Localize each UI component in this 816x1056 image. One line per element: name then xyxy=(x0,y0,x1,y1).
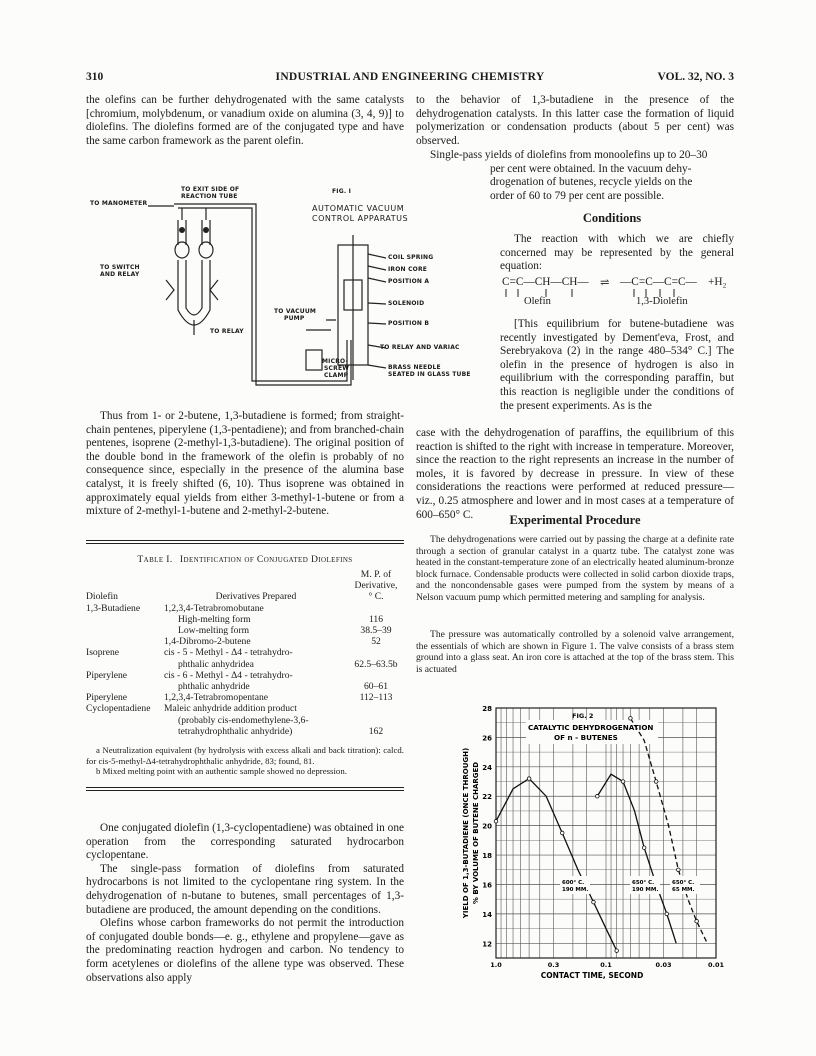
diolefin-cell xyxy=(86,614,164,625)
left-paragraph-2: Thus from 1- or 2-butene, 1,3-butadiene is formed; from straight-chain pentenes, piperylene (1,3-pentadiene); and from branched-chain pentenes, isoprene (2-methyl-1,3-butadiene). The original position of the double bond in the framework of the olefin is probably of no consequence since, especially in the presence of the alumina base catalyst, it is freely shifted (6, 10). Thus isoprene was obtained in approximately equal yields from either 3-methyl-1-butene or from a mixture of 2-methyl-1-butene and 2-methyl-2-butene. xyxy=(86,410,404,518)
experimental-paragraph-1: The dehydrogenations were carried out by passing the charge at a definite rate through a section of granular catalyst in a quartz tube. The catalyst zone was heated in the constant-temperature zone of an electrically heated aluminum-bronze block furnace. Condensable products were collected in solid carbon dioxide traps, and the noncondensable gases were pumped from the system by means of a Nelson vacuum pump which permitted metering and sampling for analysis. xyxy=(416,534,734,603)
equation-diolefin-label: 1,3-Diolefin xyxy=(636,296,688,307)
data-point xyxy=(642,846,646,850)
data-point xyxy=(695,919,699,923)
data-point xyxy=(654,780,658,784)
mp-header-3: ° C. xyxy=(368,591,384,603)
table-row xyxy=(86,703,404,714)
figure-2-chart xyxy=(454,688,744,988)
series-label: 650° C. xyxy=(632,880,655,886)
table-row xyxy=(86,715,404,726)
label-micro: MICRO- xyxy=(322,358,349,365)
diolefin-cell xyxy=(86,681,164,692)
table-caption xyxy=(86,554,404,565)
derivative-cell: tetrahydrophthalic anhydride) xyxy=(178,725,293,737)
table-row xyxy=(86,625,404,636)
conditions-paragraph-1: The reaction with which we are chiefly concerned may be represented by the general equation: xyxy=(500,233,734,273)
derivative-cell: Maleic anhydride addition product xyxy=(164,703,297,715)
derivative-cell: cis - 5 - Methyl - Δ4 - tetrahydro- xyxy=(164,647,293,659)
mp-header-1: M. P. of xyxy=(360,569,392,580)
label-coil-spring: COIL SPRING xyxy=(388,254,434,261)
equation-left: C=C—CH—CH— xyxy=(502,276,589,288)
table-rows xyxy=(86,603,404,737)
x-tick-label: 0.1 xyxy=(600,961,612,969)
mp-cell: 162 xyxy=(368,725,384,737)
y-tick-label: 26 xyxy=(482,734,492,743)
y-tick-label: 12 xyxy=(482,940,492,949)
figure-1-number: FIG. I xyxy=(332,188,352,195)
journal-title: INDUSTRIAL AND ENGINEERING CHEMISTRY xyxy=(275,71,545,83)
mp-cell: 38.5–39 xyxy=(360,625,392,637)
table-header-row xyxy=(86,580,404,591)
mp-cell: 116 xyxy=(368,613,384,625)
chart-svg xyxy=(454,688,744,988)
diolefin-cell: Cyclopentadiene xyxy=(86,703,151,715)
derivative-cell: (probably cis-endomethylene-3,6- xyxy=(178,714,309,726)
derivative-cell: phthalic anhydride xyxy=(178,681,250,693)
series-line xyxy=(496,779,617,951)
running-header xyxy=(86,71,734,87)
series-label: 190 MM. xyxy=(632,887,659,893)
left-lower-text xyxy=(86,822,404,985)
figure-1-title-line1: AUTOMATIC VACUUM xyxy=(312,204,405,213)
data-point xyxy=(677,868,681,872)
table-header-row xyxy=(86,569,404,580)
table-row xyxy=(86,692,404,703)
label-brass-needle: BRASS NEEDLE xyxy=(388,364,441,371)
left-paragraph-5: Olefins whose carbon frameworks do not permit the introduction of conjugated double bonds—e. g., ethylene and propylene—gave as the predominating reaction hydrogen and carbon. No tendency to form acetylenes or diolefins of the allene type was observed. These observations also apply xyxy=(86,917,404,984)
diolefin-cell xyxy=(86,625,164,636)
label-vacuum-pump: TO VACUUM xyxy=(274,308,317,315)
right-p2-line1: Single-pass yields of diolefins from monoolefins up to 20–30 xyxy=(430,149,708,161)
label-clamp: CLAMP xyxy=(324,372,349,379)
right-p2-line4: order of 60 to 79 per cent are possible. xyxy=(490,189,665,202)
y-axis-label: % BY VOLUME OF BUTENE CHARGED xyxy=(472,761,480,905)
diolefin-cell: Piperylene xyxy=(86,692,128,704)
label-to-relay: TO RELAY xyxy=(210,328,244,335)
conditions-paragraph-3: case with the dehydrogenation of paraffins, the equilibrium of this reaction is shifted to the right with increase in temperature. Moreover, since the reaction to the right represents an increase in the number of moles, it is favored by decrease in pressure. In view of these considerations the reactions were performed at reduced pressure—viz., 0.25 atmosphere and lower and in most cases at a temperature of 600–650° C. xyxy=(416,427,734,521)
table-body xyxy=(86,569,404,737)
volume-number: VOL. 32, NO. 3 xyxy=(657,71,734,83)
x-axis-label: CONTACT TIME, SECOND xyxy=(540,971,644,980)
right-paragraph-1: to the behavior of 1,3-butadiene in the presence of the dehydrogenation catalysts. In this latter case the formation of liquid polymerization or condensation products (about 5 per cent) was observed. xyxy=(416,94,734,147)
mp-cell: 112–113 xyxy=(359,692,393,704)
diolefin-cell xyxy=(86,715,164,726)
right-p2-line2: per cent were obtained. In the vacuum dehy- xyxy=(490,162,692,175)
label-manometer: TO MANOMETER xyxy=(90,200,148,207)
y-tick-label: 14 xyxy=(482,910,492,919)
data-point xyxy=(494,819,498,823)
diolefin-cell: Piperylene xyxy=(86,669,128,681)
label-glass-tube: SEATED IN GLASS TUBE xyxy=(388,371,471,378)
left-paragraph-3: One conjugated diolefin (1,3-cyclopentadiene) was obtained in one operation from the corresponding saturated hydrocarbon cyclopentane. xyxy=(86,822,404,862)
label-iron-core: IRON CORE xyxy=(388,266,428,273)
label-exit-side: TO EXIT SIDE OF xyxy=(181,186,240,193)
data-point xyxy=(665,912,669,916)
mp-header-2: Derivative, xyxy=(354,580,398,592)
series-label: 650° C. xyxy=(672,880,695,886)
right-p2-line3: drogenation of butenes, recycle yields on the xyxy=(490,176,693,189)
x-tick-label: 0.03 xyxy=(655,961,672,969)
table-row xyxy=(86,614,404,625)
data-point xyxy=(560,831,564,835)
mp-cell xyxy=(348,715,404,726)
derivative-cell: 1,4-Dibromo-2-butene xyxy=(164,636,251,648)
equation-right: —C=C—C=C— xyxy=(620,276,697,288)
mp-cell: 62.5–63.5b xyxy=(354,658,398,670)
series-label: 190 MM. xyxy=(562,887,589,893)
y-tick-label: 16 xyxy=(482,881,492,890)
experimental-heading: Experimental Procedure xyxy=(509,513,641,527)
label-position-b: POSITION B xyxy=(388,320,430,327)
table-row xyxy=(86,647,404,658)
x-tick-label: 1.0 xyxy=(490,961,502,969)
diolefin-cell: Isoprene xyxy=(86,647,120,659)
diolefin-cell xyxy=(86,636,164,647)
table-bottom-rule xyxy=(86,787,404,791)
footnote-b: b Mixed melting point with an authentic sample showed no depression. xyxy=(96,766,347,777)
label-screw: SCREW xyxy=(324,365,350,372)
figure-1-title-line2: CONTROL APPARATUS xyxy=(312,214,409,223)
data-point xyxy=(527,777,531,781)
data-point xyxy=(615,949,619,953)
data-point xyxy=(621,780,625,784)
table-row xyxy=(86,659,404,670)
reaction-equation xyxy=(502,276,734,312)
table-row xyxy=(86,603,404,614)
label-position-a: POSITION A xyxy=(388,278,430,285)
experimental-paragraph-2: The pressure was automatically controlled by a solenoid valve arrangement, the essentials of which are shown in Figure 1. The valve consists of a brass stem ground into a glass seat. An iron core is attached at the top of the brass stem. This is actuated xyxy=(416,629,734,675)
table-row xyxy=(86,726,404,737)
table-row xyxy=(86,636,404,647)
label-pump: PUMP xyxy=(284,315,305,322)
footnote-a: a Neutralization equivalent (by hydrolysis with excess alkali and back titration): calcd. for cis-5-methyl-Δ4-tetrahydrophthalic anhydride, 83; found, 81. xyxy=(86,745,404,766)
label-relay-switch: AND RELAY xyxy=(100,271,140,278)
label-reaction-tube: REACTION TUBE xyxy=(181,193,238,200)
mp-cell xyxy=(348,647,404,658)
diolefin-cell: 1,3-Butadiene xyxy=(86,602,141,614)
derivatives-header: Derivatives Prepared xyxy=(215,591,297,603)
derivative-cell: 1,2,3,4-Tetrabromopentane xyxy=(164,692,269,704)
mp-cell xyxy=(348,703,404,714)
derivative-cell: Low-melting form xyxy=(178,625,250,637)
x-tick-label: 0.3 xyxy=(547,961,560,969)
table-label: Table I. xyxy=(137,554,173,565)
derivative-cell: cis - 6 - Methyl - Δ4 - tetrahydro- xyxy=(164,669,293,681)
series-label: 65 MM. xyxy=(672,887,695,893)
table-row xyxy=(86,681,404,692)
series-label: 600° C. xyxy=(562,880,585,886)
table-header-row xyxy=(86,591,404,602)
equation-olefin-label: Olefin xyxy=(524,296,551,307)
mp-cell: 60–61 xyxy=(364,681,388,693)
chart-title: FIG. 2 xyxy=(572,712,594,720)
data-point xyxy=(595,794,599,798)
y-tick-label: 18 xyxy=(482,852,492,861)
table-row xyxy=(86,670,404,681)
left-paragraph-1: the olefins can be further dehydrogenated with the same catalysts [chromium, molybdenum, or vanadium oxide on alumina (3, 4, 9)] to diolefins. The diolefins formed are of the conjugated type and have the same carbon framework as the parent olefin. xyxy=(86,94,404,147)
table-title: Identification of Conjugated Diolefins xyxy=(179,554,353,565)
series-line xyxy=(597,774,676,943)
equation-arrow: ⇌ xyxy=(600,277,610,289)
mp-cell xyxy=(348,603,404,614)
data-point xyxy=(592,900,596,904)
figure-1 xyxy=(86,180,486,410)
conditions-heading: Conditions xyxy=(582,211,642,225)
conditions-paragraph-2: [This equilibrium for butene-butadiene was recently investigated by Dement'eva, Frost, and Serebryakova (2) in the range 480–534° C.] The olefin in the presence of hydrogen is also in equilibrium with the corresponding paraffin, but this reaction is negligible under the conditions of the present experiments. As is the xyxy=(500,318,734,412)
diolefin-cell xyxy=(86,726,164,737)
y-tick-label: 24 xyxy=(482,763,492,772)
table-1 xyxy=(86,540,404,791)
label-relay-variac: TO RELAY AND VARIAC xyxy=(380,344,460,351)
page-number: 310 xyxy=(86,71,104,83)
table-top-rule xyxy=(86,540,404,544)
y-axis-label: YIELD OF 1,3-BUTADIENE (ONCE THROUGH) xyxy=(462,747,470,919)
label-switch: TO SWITCH xyxy=(100,264,140,271)
derivative-cell: phthalic anhydridea xyxy=(178,658,254,670)
chart-title: OF n - BUTENES xyxy=(554,733,618,742)
mp-cell xyxy=(348,670,404,681)
diolefin-cell xyxy=(86,659,164,670)
y-tick-label: 28 xyxy=(482,705,492,713)
label-solenoid: SOLENOID xyxy=(388,300,425,307)
right-paragraph-2 xyxy=(416,149,734,203)
mp-cell: 52 xyxy=(371,636,381,648)
data-point xyxy=(629,716,633,720)
y-tick-label: 20 xyxy=(482,822,492,831)
left-paragraph-4: The single-pass formation of diolefins from saturated hydrocarbons is not limited to the cyclopentane ring system. In the dehydrogenation of n-butane to butenes, small percentages of 1,3-butadiene are produced, the amount depending on the conditions. xyxy=(86,862,404,916)
derivative-cell: High-melting form xyxy=(178,613,251,625)
derivative-cell: 1,2,3,4-Tetrabromobutane xyxy=(164,602,264,614)
diolefin-header: Diolefin xyxy=(86,591,118,603)
x-tick-label: 0.01 xyxy=(707,961,725,969)
y-tick-label: 22 xyxy=(482,793,492,802)
equation-hydrogen: +H₂ xyxy=(708,276,727,288)
chart-title: CATALYTIC DEHYDROGENATION xyxy=(528,723,654,732)
